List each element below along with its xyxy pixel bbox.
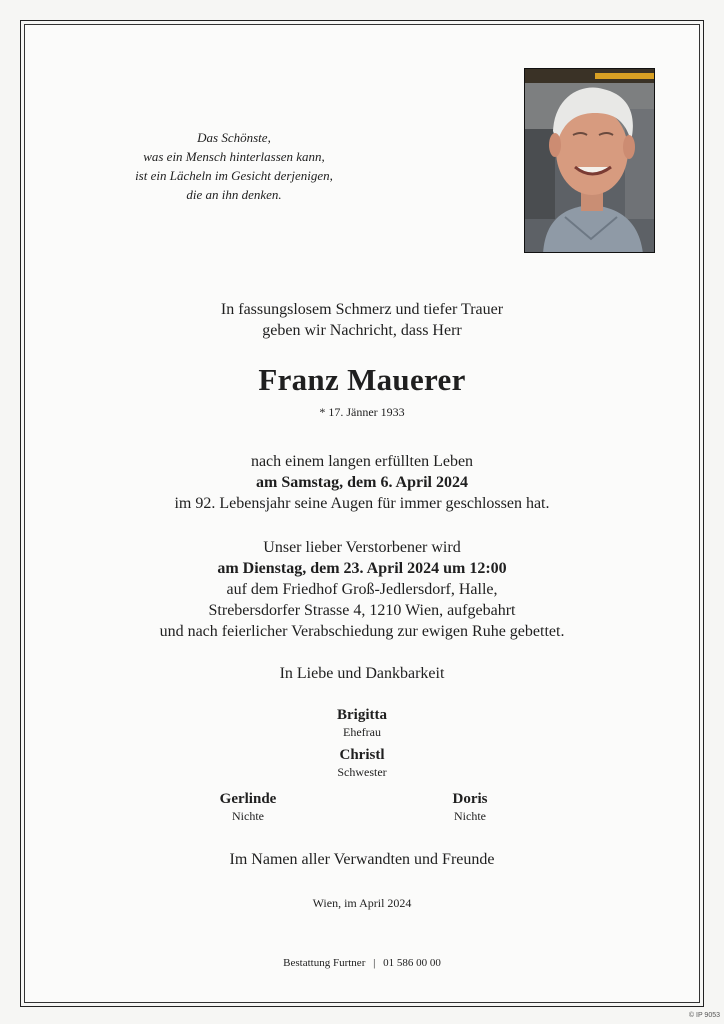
mourner-name: Brigitta (337, 707, 387, 723)
relatives-line: Im Namen aller Verwandten und Freunde (229, 851, 495, 868)
death-line: im 92. Lebensjahr seine Augen für immer geschlossen hat. (174, 495, 550, 512)
gratitude-line: In Liebe und Dankbarkeit (279, 665, 445, 682)
funeral-line: und nach feierlicher Verabschiedung zur ewigen Ruhe gebettet. (159, 623, 565, 640)
mourner-name: Christl (339, 747, 385, 763)
portrait-photo (524, 68, 655, 253)
quote-line: was ein Mensch hinterlassen kann, (143, 149, 325, 164)
funeral-date: am Dienstag, dem 23. April 2024 um 12:00 (217, 560, 507, 577)
death-notice (0, 451, 724, 514)
mourner-name: Doris (452, 791, 488, 807)
mourner-relation: Schwester (337, 765, 387, 779)
place-date: Wien, im April 2024 (312, 896, 412, 910)
quote-line: Das Schönste, (197, 130, 271, 145)
memorial-quote (130, 128, 338, 204)
undertaker-name: Bestattung Furtner (283, 957, 366, 969)
mourner-entry (282, 746, 442, 780)
funeral-line: Unser lieber Verstorbener wird (263, 539, 461, 556)
undertaker-footer (0, 956, 724, 970)
death-line: nach einem langen erfüllten Leben (250, 453, 474, 470)
intro-line: In fassungslosem Schmerz und tiefer Trauer (220, 301, 504, 318)
death-date: am Samstag, dem 6. April 2024 (256, 474, 468, 491)
quote-line: ist ein Lächeln im Gesicht derjenigen, (135, 168, 333, 183)
funeral-line: auf dem Friedhof Groß-Jedlersdorf, Halle, (226, 581, 498, 598)
mourner-entry (390, 790, 550, 824)
mourner-relation: Ehefrau (343, 725, 381, 739)
mourner-relation: Nichte (232, 809, 264, 823)
mourner-entry (282, 706, 442, 740)
intro-text (0, 299, 724, 341)
funeral-notice (0, 537, 724, 642)
birth-date: * 17. Jänner 1933 (319, 405, 405, 419)
print-code: © IP 9053 (688, 1012, 720, 1019)
intro-line: geben wir Nachricht, dass Herr (262, 322, 462, 339)
deceased-name: Franz Mauerer (258, 362, 466, 397)
mourner-entry (168, 790, 328, 824)
quote-line: die an ihn denken. (186, 187, 282, 202)
mourner-name: Gerlinde (219, 791, 277, 807)
mourner-relation: Nichte (454, 809, 486, 823)
portrait-image (525, 69, 655, 253)
undertaker-phone: 01 586 00 00 (383, 957, 441, 969)
footer-separator: | (373, 957, 376, 969)
funeral-line: Strebersdorfer Strasse 4, 1210 Wien, aufgebahrt (208, 602, 516, 619)
